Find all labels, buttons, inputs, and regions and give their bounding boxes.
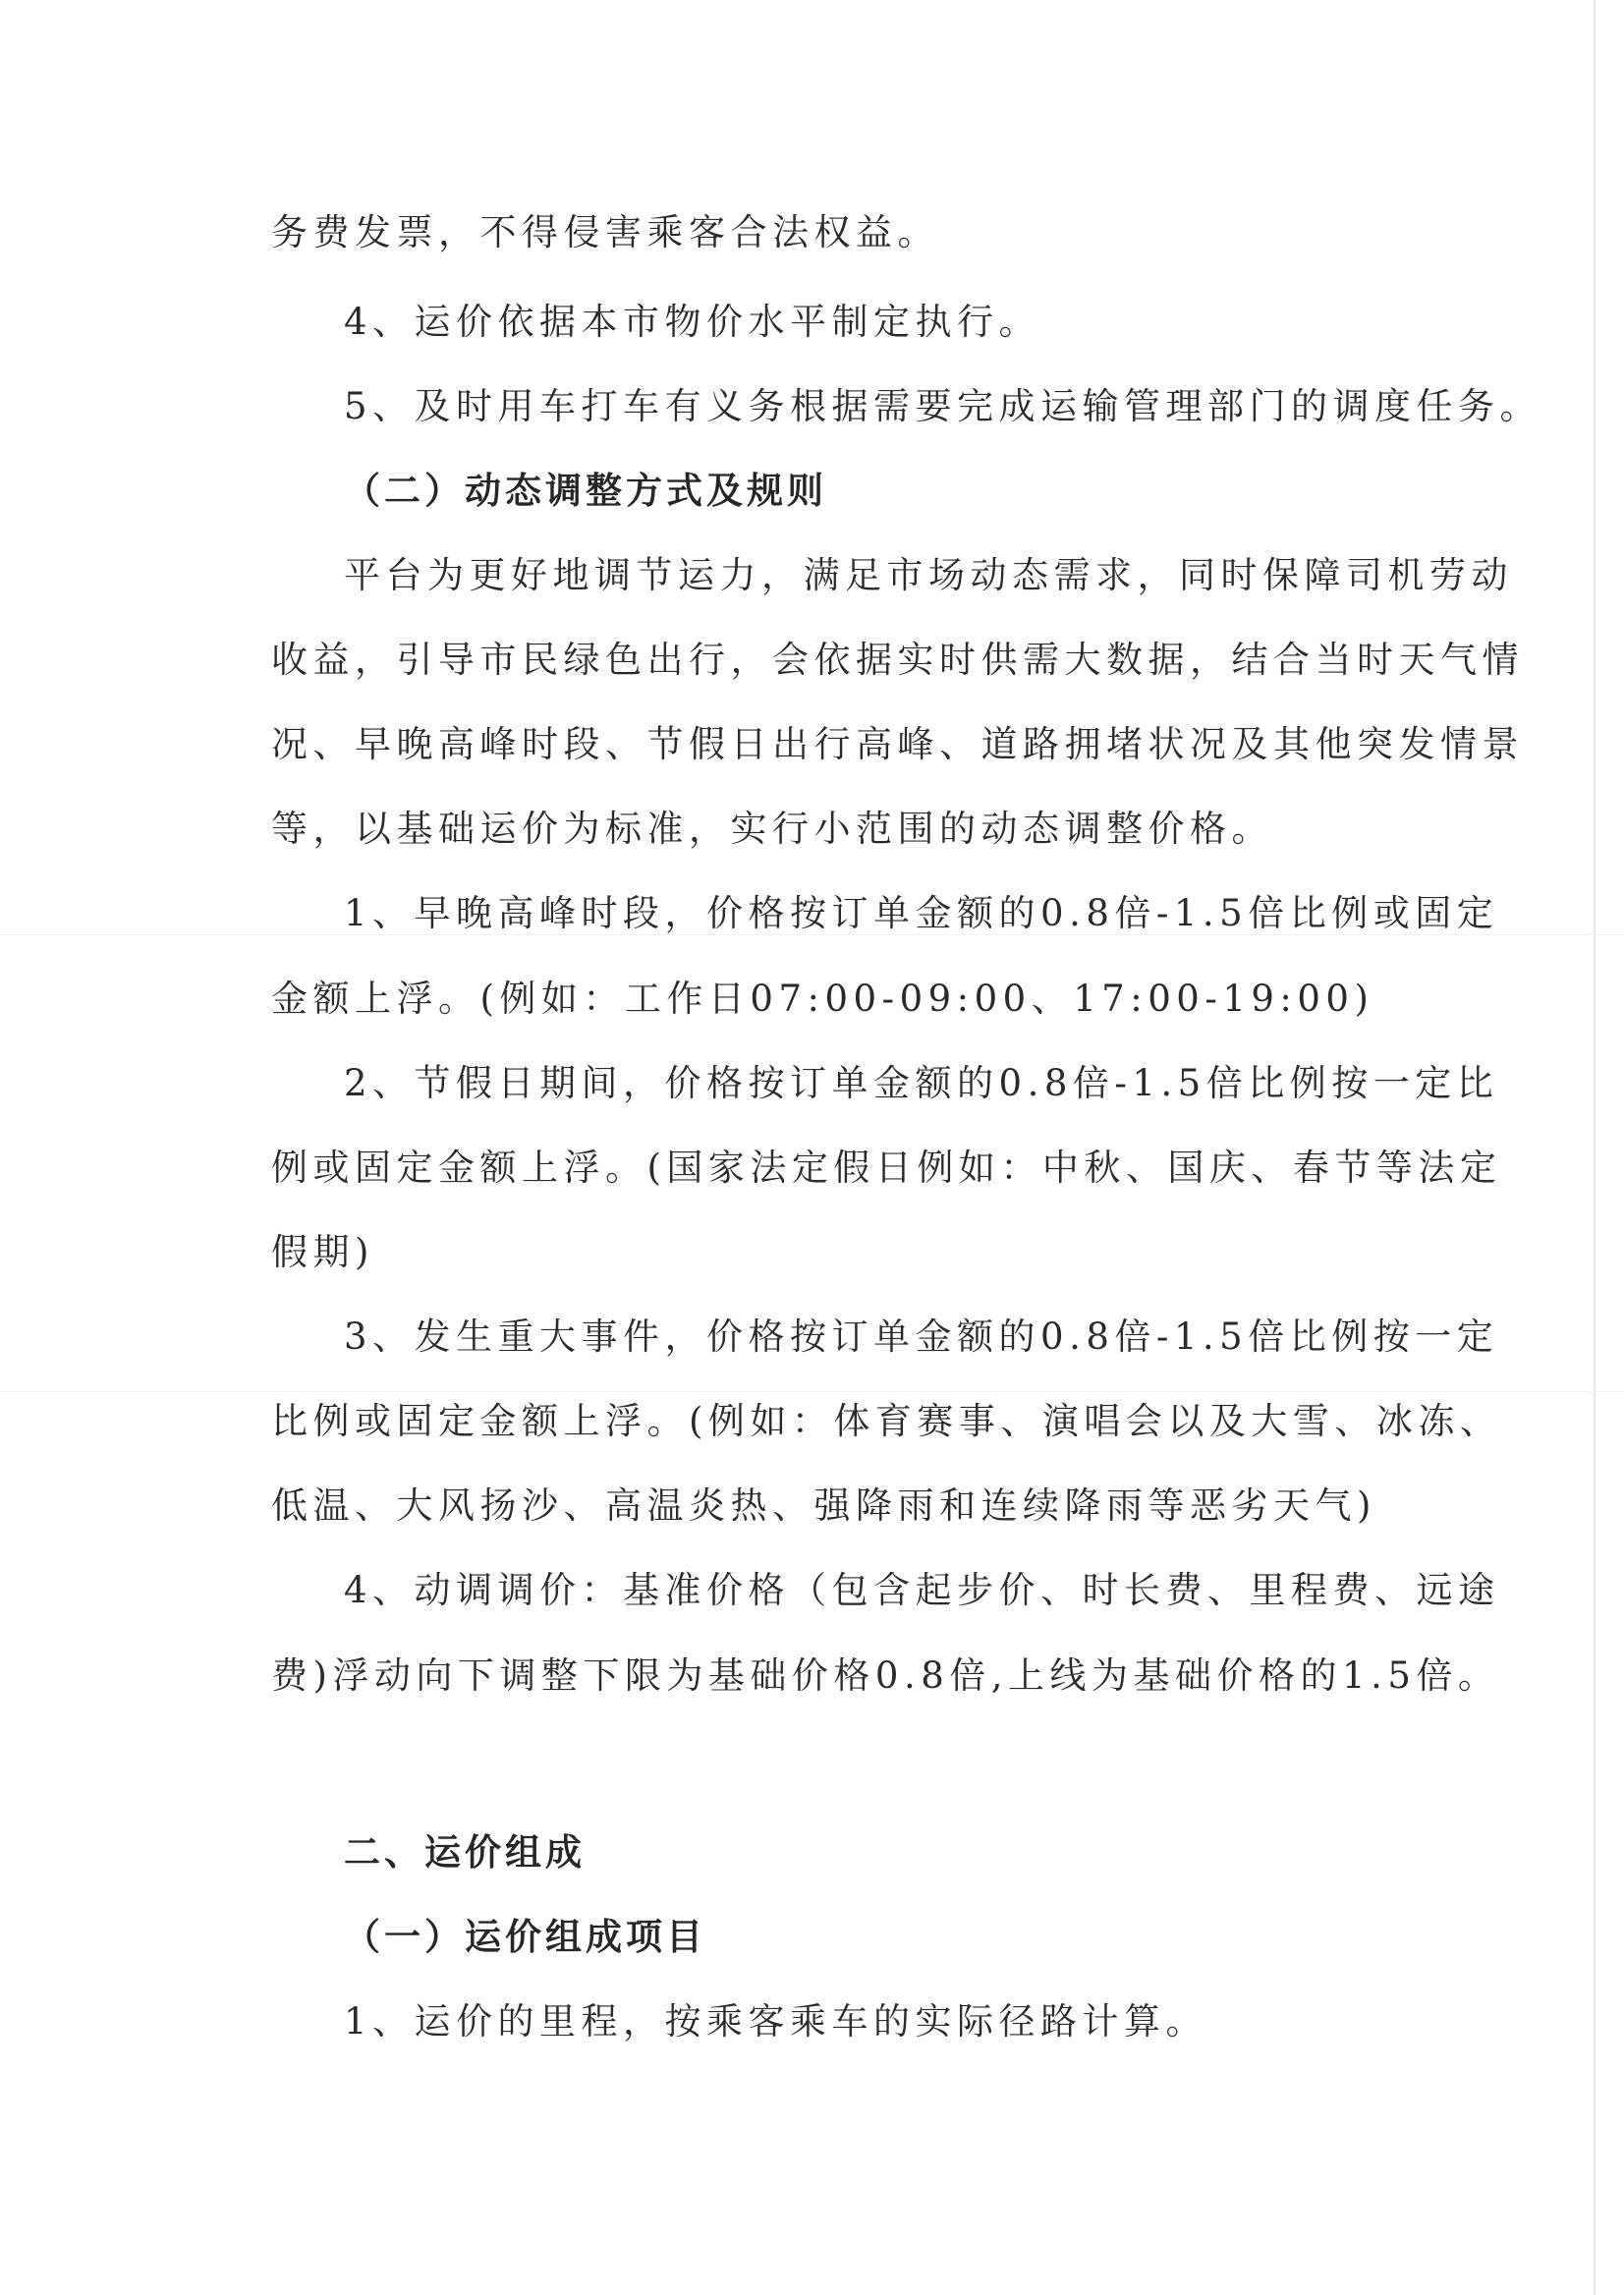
paragraph-line: 1、运价的里程，按乘客乘车的实际径路计算。: [344, 2000, 1208, 2043]
paragraph-line: 费)浮动向下调整下限为基础价格0.8倍,上线为基础价格的1.5倍。: [271, 1654, 1500, 1697]
scan-edge-line: [1594, 0, 1596, 2295]
paragraph-line: 例或固定金额上浮。(国家法定假日例如：中秋、国庆、春节等法定: [271, 1147, 1502, 1189]
paragraph-line: 4、动调调价：基准价格（包含起步价、时长费、里程费、远途: [344, 1569, 1500, 1611]
paragraph-line: 5、及时用车打车有义务根据需要完成运输管理部门的调度任务。: [344, 385, 1542, 427]
paragraph-line: 务费发票，不得侵害乘客合法权益。: [271, 211, 939, 253]
paragraph-line: 2、节假日期间，价格按订单金额的0.8倍-1.5倍比例按一定比: [344, 1062, 1499, 1104]
paragraph-line: 4、运价依据本市物价水平制定执行。: [344, 301, 1041, 343]
paragraph-line: 假期): [271, 1231, 374, 1273]
paragraph-line: 金额上浮。(例如：工作日07:00-09:00、17:00-19:00): [271, 978, 1374, 1020]
paragraph-line: 低温、大风扬沙、高温炎热、强降雨和连续降雨等恶劣天气): [271, 1484, 1376, 1527]
paragraph-line: 收益，引导市民绿色出行，会依据实时供需大数据，结合当时天气情: [271, 639, 1524, 681]
section-heading: （二）动态调整方式及规则: [344, 470, 827, 512]
chapter-heading: 二、运价组成: [344, 1831, 586, 1874]
paragraph-line: 比例或固定金额上浮。(例如：体育赛事、演唱会以及大雪、冰冻、: [271, 1400, 1502, 1442]
paragraph-line: 1、早晚高峰时段，价格按订单金额的0.8倍-1.5倍比例或固定: [344, 892, 1499, 934]
paragraph-line: 3、发生重大事件，价格按订单金额的0.8倍-1.5倍比例按一定: [344, 1315, 1499, 1358]
paragraph-line: 平台为更好地调节运力，满足市场动态需求，同时保障司机劳动: [344, 554, 1513, 596]
scan-fold-mark: [0, 1391, 1624, 1392]
section-heading: （一）运价组成项目: [344, 1916, 706, 1958]
paragraph-line: 况、早晚高峰时段、节假日出行高峰、道路拥堵状况及其他突发情景: [271, 723, 1524, 765]
paragraph-line: 等，以基础运价为标准，实行小范围的动态调整价格。: [271, 808, 1273, 850]
